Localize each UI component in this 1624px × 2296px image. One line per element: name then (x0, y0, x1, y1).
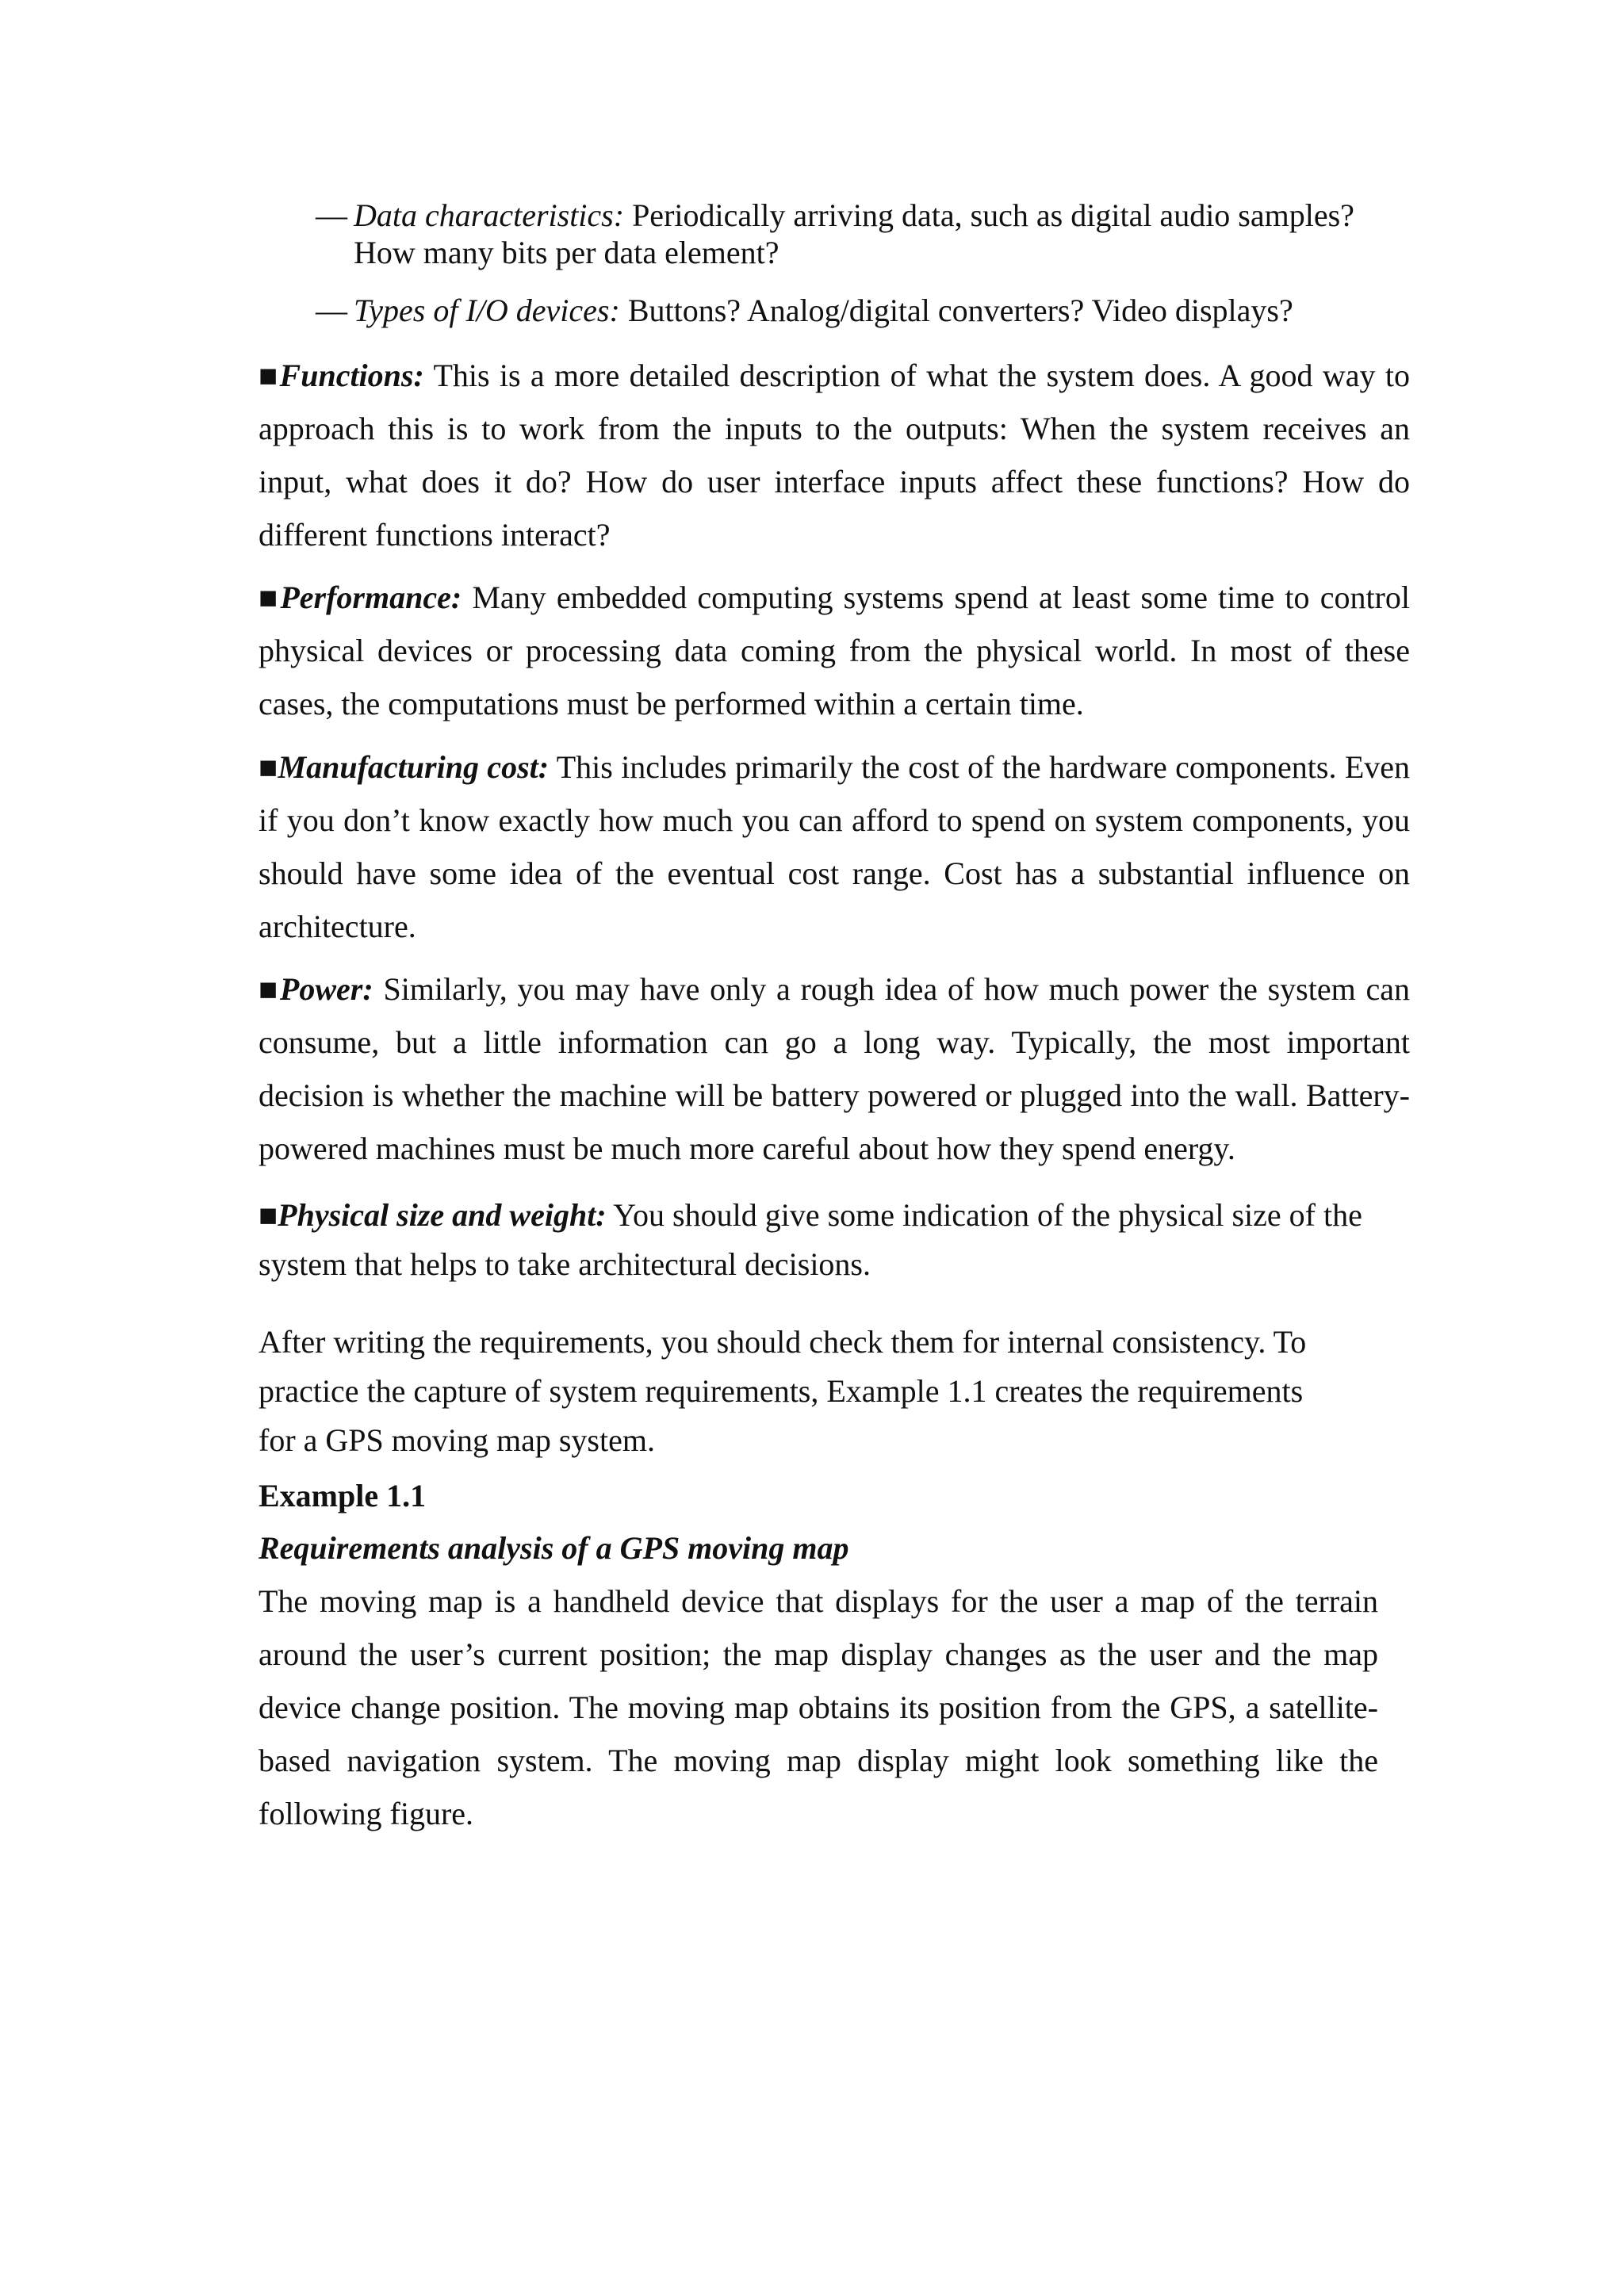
bullet-label: Manufacturing cost: (278, 749, 550, 785)
bullet-performance (259, 571, 1410, 730)
sub-item-text (354, 292, 1426, 329)
bullet-body: This is a more detailed description of what the system does. A good way to approach this is to work from the inputs to the outputs: When the system receives an input, what does it do? How do user interface inputs affect these functions? How do different functions interact? (259, 358, 1410, 553)
bullet-power (259, 962, 1410, 1175)
after-line2: practice the capture of system requirements, Example 1.1 creates the requirements (259, 1373, 1304, 1409)
after-line1: After writing the requirements, you should check them for internal consistency. To (259, 1324, 1307, 1360)
dash-marker: — (316, 293, 347, 328)
sub-item-data-characteristics (316, 197, 1426, 271)
bullet-body: Similarly, you may have only a rough idea of how much power the system can consume, but a little information can go a long way. Typically, the most important decision is whether the machine will be battery powered or plugged into the wall. Battery-powered machines must be much more careful about how they spend energy. (259, 971, 1410, 1166)
bullet-marker: ■ (259, 749, 278, 785)
sub-item-body: Buttons? Analog/digital converters? Video displays? (619, 293, 1293, 328)
bullet-body: This includes primarily the cost of the hardware components. Even if you don’t know exactly how much you can afford to spend on system components, you should have some idea of the eventual cost range. Cost has a substantial influence on architecture. (259, 749, 1411, 944)
bullet-label: Performance: (280, 580, 462, 615)
dash-marker: — (316, 197, 347, 233)
sub-item-body-line1: Periodically arriving data, such as digital audio samples? (624, 197, 1354, 233)
bullet-marker: ■ (259, 358, 280, 393)
sub-item-label: Types of I/O devices: (354, 293, 620, 328)
example-subtitle: Requirements analysis of a GPS moving map (259, 1530, 849, 1566)
bullet-functions (259, 349, 1410, 561)
bullet-marker: ■ (259, 1197, 278, 1233)
bullet-body: You should give some indication of the physical size of the system that helps to take architectural decisions. (259, 1197, 1362, 1282)
bullet-body: Many embedded computing systems spend at least some time to control physical devices or processing data coming from the physical world. In most of these cases, the computations must be performed within a certain time. (259, 580, 1410, 721)
sub-item-io-devices (316, 292, 1426, 329)
sub-item-text (354, 197, 1426, 271)
bullet-label: Power: (279, 971, 373, 1007)
bullet-label: Physical size and weight: (278, 1197, 607, 1233)
example-body: The moving map is a handheld device that displays for the user a map of the terrain around the user’s current position; the map display changes as the user and the map device change position. The moving map obtains its position from the GPS, a satellite-based navigation system. The moving map display might look something like the following figure. (259, 1583, 1378, 1831)
bullet-marker: ■ (259, 580, 281, 615)
bullet-marker: ■ (259, 971, 280, 1007)
bullet-physical-size (259, 1191, 1410, 1289)
bullet-label: Functions: (279, 358, 424, 393)
bullet-manufacturing-cost (259, 740, 1410, 953)
after-line3: for a GPS moving map system. (259, 1422, 655, 1458)
sub-item-label: Data characteristics: (354, 197, 625, 233)
example-title: Example 1.1 (259, 1478, 427, 1513)
after-paragraph (259, 1318, 1410, 1465)
sub-item-body-line2: How many bits per data element? (354, 235, 779, 270)
